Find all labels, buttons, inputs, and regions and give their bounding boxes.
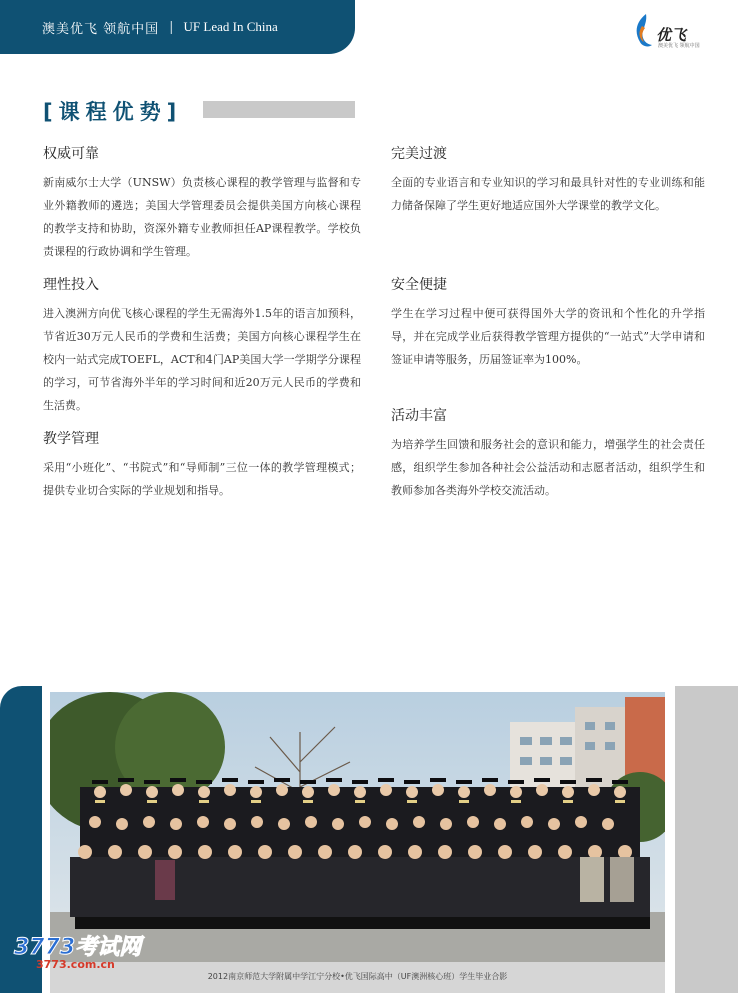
- advantage-body: 全面的专业语言和专业知识的学习和最具针对性的专业训练和能力储备保障了学生更好地适应国外大学课堂的教学文化。: [391, 176, 705, 212]
- site-watermark: [14, 930, 159, 974]
- logo-tagline: 澳美优飞 领航中国: [658, 43, 700, 49]
- advantage-teaching-management: [43, 428, 361, 502]
- logo-name: 优飞: [656, 26, 687, 44]
- advantage-heading: 权威可靠: [43, 146, 99, 162]
- advantage-authority: [43, 143, 361, 263]
- brand-logo: [632, 12, 702, 52]
- advantage-activities: [391, 405, 705, 502]
- flame-logo-icon: [632, 12, 654, 50]
- watermark-url: 3773.com.cn: [36, 958, 115, 971]
- header-banner: [0, 0, 355, 54]
- advantage-body: 进入澳洲方向优飞核心课程的学生无需海外1.5年的语言加预科，节省近30万元人民币的学费和生活费；美国方向核心课程学生在校内一站式完成TOEFL，ACT和4门AP美国大学一学期学分课程的学习，可节省海外半年的学习时间和近20万元人民币的学费和生活费。: [43, 307, 361, 412]
- advantage-investment: [43, 274, 361, 417]
- advantage-heading: 活动丰富: [391, 408, 447, 424]
- advantage-body: 采用“小班化”、“书院式”和“导师制”三位一体的教学管理模式；提供专业切合实际的学业规划和指导。: [43, 461, 361, 497]
- advantage-heading: 完美过渡: [391, 146, 447, 162]
- right-decor-band: [675, 686, 738, 993]
- advantage-transition: [391, 143, 705, 217]
- advantage-heading: 安全便捷: [391, 277, 447, 293]
- watermark-brand: 3773考试网: [14, 935, 142, 960]
- graduation-group-photo: [50, 692, 665, 962]
- advantage-body: 学生在学习过程中便可获得国外大学的资讯和个性化的升学指导，并在完成学业后获得教学管理方提供的“一站式”大学申请和签证申请等服务，历届签证率为100%。: [391, 307, 705, 366]
- section-title: [课程优势]: [43, 100, 183, 124]
- header-separator: |: [169, 19, 174, 35]
- advantage-body: 为培养学生回馈和服务社会的意识和能力，增强学生的社会责任感，组织学生参加各种社会公益活动和志愿者活动，组织学生和教师参加各类海外学校交流活动。: [391, 438, 705, 497]
- advantage-body: 新南威尔士大学（UNSW）负责核心课程的教学管理与监督和专业外籍教师的遴选；美国大学管理委员会提供美国方向核心课程的教学支持和协助，资深外籍专业教师担任AP课程教学。学校负责课程的行政协调和学生管理。: [43, 176, 361, 258]
- header-slogan-en: UF Lead In China: [183, 19, 278, 34]
- group-photo-illustration: [50, 692, 665, 962]
- header-slogan-zh: 澳美优飞 领航中国: [42, 21, 160, 37]
- advantage-heading: 理性投入: [43, 277, 99, 293]
- advantage-safety: [391, 274, 705, 371]
- advantage-heading: 教学管理: [43, 431, 99, 447]
- title-decor-bar: [203, 101, 355, 118]
- photo-caption: 2012南京师范大学附属中学江宁分校•优飞国际高中（UF澳洲核心班）学生毕业合影: [207, 972, 508, 981]
